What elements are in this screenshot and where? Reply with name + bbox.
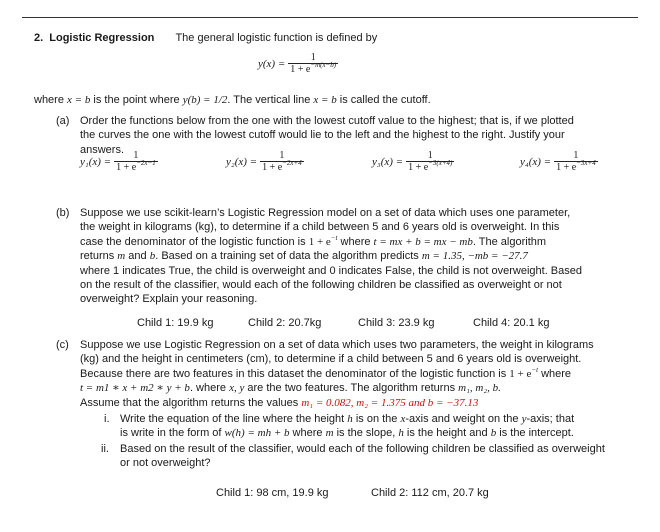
part-a-line-1: Order the functions below from the one with the lowest cutoff value to the highest; that is, if we plotted [80, 115, 574, 127]
part-b-line-3-c: . The algorithm [472, 235, 547, 248]
function-y4-den-exp: −3x+4 [576, 159, 596, 167]
function-y4 [520, 150, 598, 174]
function-y2 [226, 150, 304, 174]
part-b-line-3-a: case the denominator of the logistic function is [80, 235, 309, 248]
main-formula-numerator: 1 [310, 52, 316, 63]
part-c-line-2: (kg) and the height in centimeters (cm), to determine if a child between 5 and 6 years old is overweight. [80, 353, 582, 366]
function-y4-num: 1 [573, 150, 579, 161]
part-c-i-label: i. [104, 413, 110, 425]
part-a-line-3: answers. [80, 143, 125, 156]
part-c-line-4-math-2: x, y [229, 382, 245, 395]
part-c-i-line-1-m3: y [521, 413, 527, 425]
part-c-i-line-1-b: is on the [352, 413, 401, 425]
part-c-ii-line-2: or not overweight? [120, 457, 211, 470]
part-a-line-2: the curves the one with the lowest cutoff would lie to the left and the highest to the right. Justify your [80, 129, 565, 142]
part-c-line-4-a: . where [189, 382, 230, 395]
part-c-i-text [120, 412, 640, 441]
function-y4-fraction [554, 150, 598, 174]
function-y1-den-exp: −2x−1 [136, 159, 156, 167]
part-c-label: (c) [56, 339, 69, 351]
function-y2-den-base: 1 + e [262, 162, 283, 173]
function-y3-den-base: 1 + e [408, 162, 429, 173]
part-b-line-4-a: returns [80, 250, 118, 263]
where-line [34, 93, 431, 107]
part-c-ii-label: ii. [101, 443, 109, 455]
function-y1-den-base: 1 + e [116, 162, 137, 173]
part-c-line-4-math-3: m₁, m₂, b. [458, 382, 501, 395]
where-math-2: y(b) = 1/2 [182, 94, 228, 106]
part-b-line-4-c: . Based on a training set of data the algorithm predicts [155, 250, 422, 263]
main-formula-fraction [288, 52, 338, 76]
part-b-line-7: overweight? Explain your reasoning. [80, 293, 258, 306]
function-y3-lhs: y₃(x) = [372, 156, 404, 168]
part-c-i-line-2-a: is write in the form of [120, 427, 225, 440]
function-y2-num: 1 [279, 150, 285, 161]
question-number: 2. [34, 32, 44, 44]
main-formula-den-base: 1 + e [290, 64, 311, 75]
function-y4-den-base: 1 + e [556, 162, 577, 173]
main-formula-lhs: y(x) = [258, 58, 286, 70]
part-c-line-3-exp: −t [531, 365, 539, 374]
where-text-1: where [34, 94, 68, 106]
part-b-line-4 [80, 249, 640, 263]
part-c-line-3-math: 1 + e [509, 367, 532, 380]
part-c-i-line-2-m2: m [325, 427, 334, 440]
part-c-line-4-math-1: t = m1 ∗ x + m2 ∗ y + b [80, 382, 190, 395]
part-c-child-1: Child 1: 98 cm, 19.9 kg [216, 487, 329, 499]
part-c-i-line-2-b: where [289, 427, 326, 440]
function-y3-num: 1 [427, 150, 433, 161]
part-b-line-6: on the result of the classifier, would each of the following children be classified as overweight or not [80, 279, 562, 292]
part-c-ii-line-1: Based on the result of the classifier, would each of the following children be classified as overweight [120, 443, 605, 455]
part-c-line-4 [80, 381, 640, 395]
part-b-child-4: Child 4: 20.1 kg [473, 317, 550, 329]
part-b-line-4-math-3: m = 1.35, −mb = −27.7 [421, 250, 528, 263]
main-formula-den-exp: −m(x−b) [310, 61, 337, 69]
part-b-child-3: Child 3: 23.9 kg [358, 317, 435, 329]
part-c-returned-values: m₁ = 0.082, m₂ = 1.375 and b = −37.13 [301, 396, 479, 409]
where-math-3: x = b [313, 94, 337, 106]
part-b-line-3-exp: −t [330, 233, 338, 242]
where-text-4: is called the cutoff. [336, 94, 431, 106]
part-c-text [80, 338, 640, 410]
main-formula-denominator [288, 61, 338, 76]
part-c-i-line-1-m1: h [347, 413, 353, 425]
function-y1-lhs: y₁(x) = [80, 156, 112, 168]
function-y3-den-exp: −3(x+4) [428, 159, 453, 167]
where-text-2: is the point where [90, 94, 183, 106]
question-intro: The general logistic function is defined by [175, 32, 378, 44]
part-b-child-2: Child 2: 20.7kg [248, 317, 322, 329]
function-y3 [372, 150, 454, 174]
function-y1-fraction [114, 150, 158, 174]
part-b-line-3-math-2: t = mx + b = mx − mb [373, 235, 473, 248]
part-b-line-5: where 1 indicates True, the child is overweight and 0 indicates False, the child is not overweight. Based [80, 264, 582, 277]
function-y4-lhs: y₄(x) = [520, 156, 552, 168]
function-y1 [80, 150, 158, 174]
part-b-line-4-b: and [125, 250, 150, 263]
function-y3-fraction [406, 150, 454, 174]
part-b-child-1: Child 1: 19.9 kg [137, 317, 214, 329]
part-c-line-3-b: where [538, 367, 572, 380]
part-b-line-3-b: where [337, 235, 374, 248]
part-a-label: (a) [56, 115, 70, 127]
where-math-1: x = b [67, 94, 91, 106]
part-c-line-3 [80, 367, 640, 381]
question-header [34, 31, 377, 45]
part-c-i-line-2-d: is the height and [403, 427, 491, 440]
part-c-i-line-2-m1: w(h) = mh + b [224, 427, 290, 440]
part-c-i-line-1-c: -axis and weight on the [405, 413, 522, 425]
top-rule [22, 17, 638, 18]
function-y1-num: 1 [133, 150, 139, 161]
part-b-label: (b) [56, 207, 70, 219]
part-c-i-line-2-m4: b [490, 427, 497, 440]
part-b-line-1: Suppose we use scikit-learn’s Logistic Regression model on a set of data which uses one parameter, [80, 207, 571, 219]
part-c-i-line-1-m2: x [400, 413, 406, 425]
part-c-line-4-b: are the two features. The algorithm returns [244, 382, 459, 395]
part-b-line-4-math-2: b [149, 250, 156, 263]
function-y2-den-exp: −2x+4 [282, 159, 302, 167]
where-text-3: . The vertical line [227, 94, 314, 106]
part-b-line-3-math-1: 1 + e [308, 235, 331, 248]
function-y2-lhs: y₂(x) = [226, 156, 258, 168]
part-c-ii-text [120, 442, 640, 471]
part-c-line-5 [80, 396, 640, 410]
part-b-line-4-math-1: m [117, 250, 126, 263]
part-b-line-3 [80, 235, 640, 249]
part-c-line-3-a: Because there are two features in this dataset the denominator of the logistic function is [80, 367, 510, 380]
function-y2-fraction [260, 150, 304, 174]
part-c-i-line-2-m3: h [398, 427, 404, 440]
part-c-line-5-a: Assume that the algorithm returns the values [80, 396, 302, 409]
part-c-i-line-2-c: is the slope, [333, 427, 399, 440]
part-c-line-1: Suppose we use Logistic Regression on a set of data which uses two parameters, the weight in kilograms [80, 339, 594, 351]
main-formula [258, 52, 338, 76]
part-b-line-2: the weight in kilograms (kg), to determine if a child between 5 and 6 years old is overweight. In this [80, 221, 560, 234]
part-c-i-line-2-e: is the intercept. [496, 427, 574, 440]
part-c-child-2: Child 2: 112 cm, 20.7 kg [371, 487, 489, 499]
part-c-i-line-1 [120, 412, 640, 426]
part-c-i-line-2 [120, 426, 640, 440]
part-b-text [80, 206, 640, 307]
part-c-i-line-1-d: -axis; that [526, 413, 575, 425]
question-title: Logistic Regression [49, 32, 155, 44]
part-c-i-line-1-a: Write the equation of the line where the height [120, 413, 348, 425]
